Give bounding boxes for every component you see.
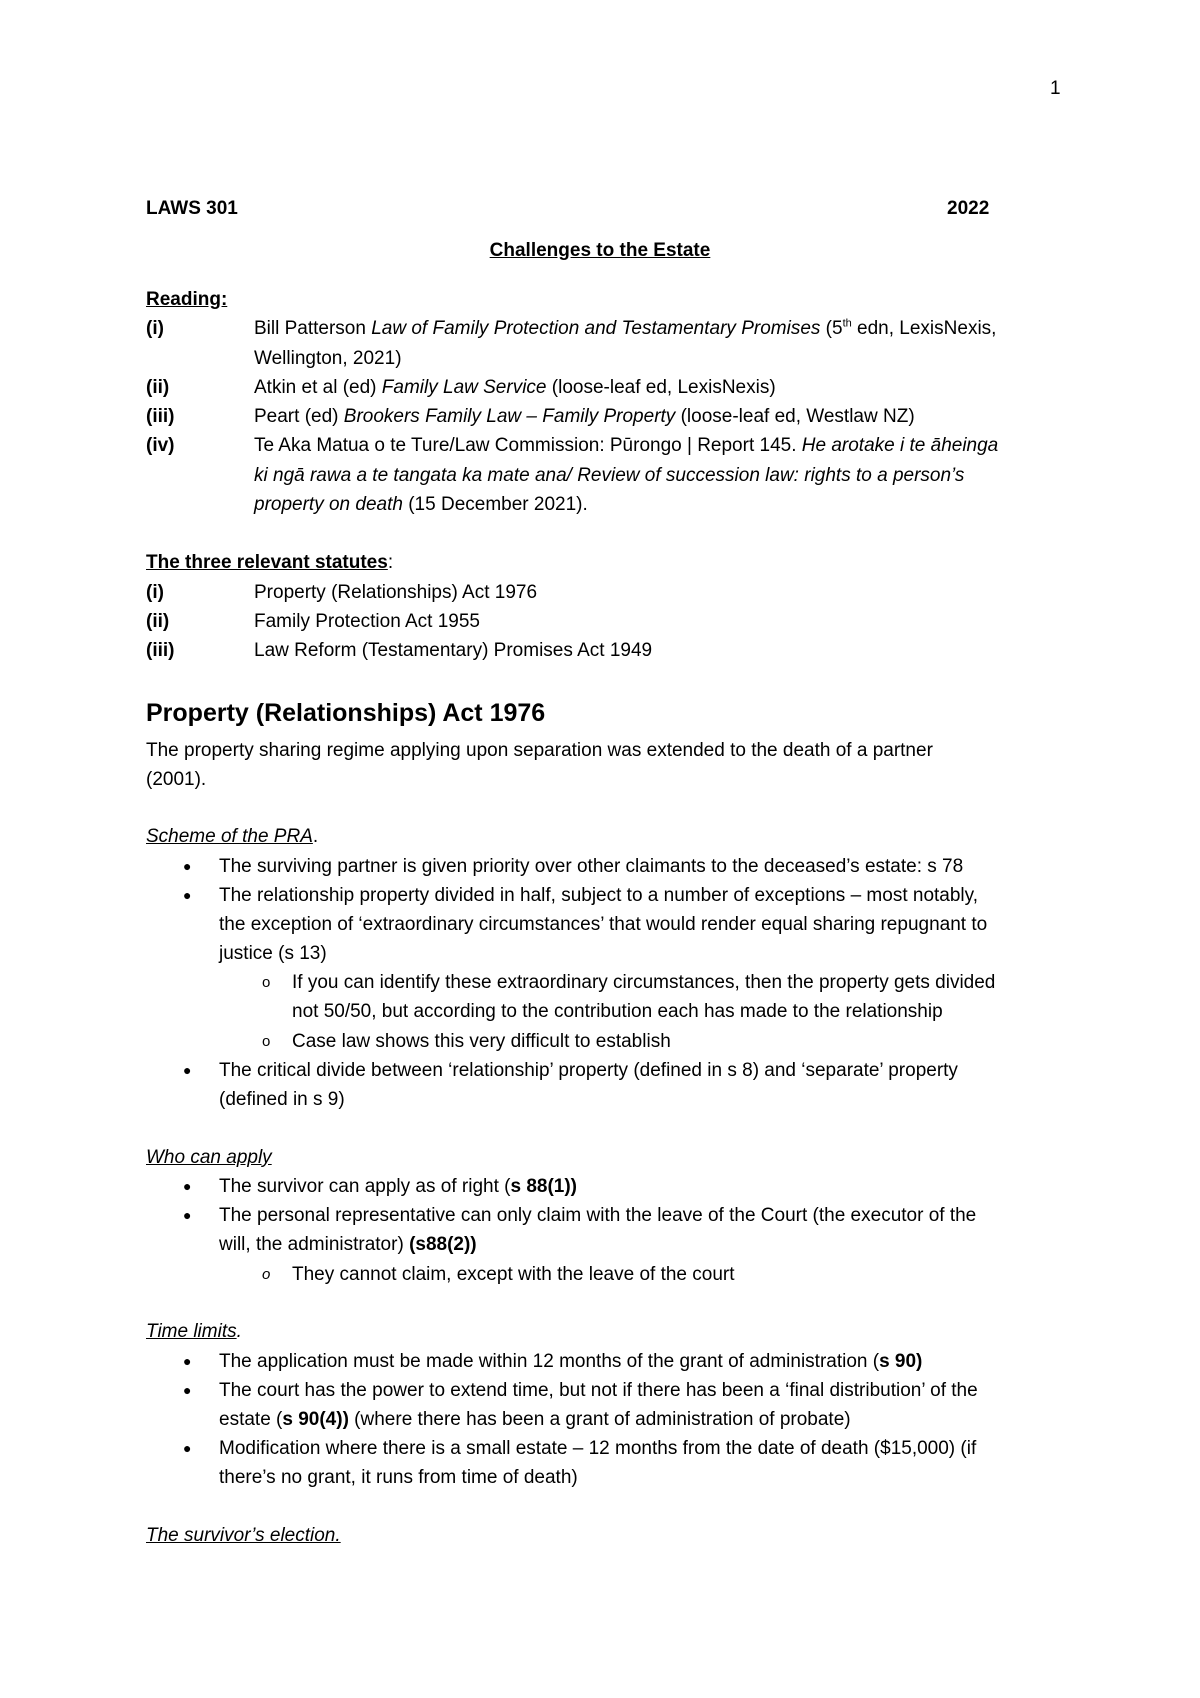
bullet-icon: ● [183,1062,192,1078]
who-heading: Who can apply [146,1147,272,1168]
list-item-text: The survivor can apply as of right (s 88(1)) [219,1176,577,1197]
list-item [0,1176,1200,1200]
reading-item-text: Peart (ed) Brookers Family Law – Family Property (loose-leaf ed, Westlaw NZ) [254,406,915,427]
list-item-text-line3: justice (s 13) [219,943,327,964]
list-item [0,1060,1200,1084]
circle-bullet-icon: o [262,1033,271,1050]
time-heading: Time limits. [146,1321,242,1342]
reading-item [0,377,1200,401]
statute-item [0,582,1200,606]
list-item [0,856,1200,880]
list-item [0,1205,1200,1229]
reading-item-text: Bill Patterson Law of Family Protection and Testamentary Promises (5th edn, LexisNexis, [254,317,997,339]
document-title: Challenges to the Estate [489,240,711,261]
statute-number: (iii) [146,640,175,661]
list-item [0,1351,1200,1375]
statute-text: Property (Relationships) Act 1976 [254,582,538,603]
list-item-text: The surviving partner is given priority over other claimants to the deceased’s estate: s 78 [219,856,964,877]
list-item-text-line2: will, the administrator) (s88(2)) [219,1234,477,1255]
list-item-text-line2: there’s no grant, it runs from time of death) [219,1467,578,1488]
intro-line2: (2001). [146,769,207,790]
bullet-icon: ● [183,887,192,903]
circle-bullet-icon: o [262,974,271,991]
statute-text: Law Reform (Testamentary) Promises Act 1949 [254,640,653,661]
list-item-text: The relationship property divided in half, subject to a number of exceptions – most notably, [219,885,979,906]
bullet-icon: ● [183,1207,192,1223]
statute-item [0,611,1200,635]
sub-list-item [0,1264,1200,1288]
reading-item-text: Te Aka Matua o te Ture/Law Commission: Pūrongo | Report 145. He arotake i te āheinga [254,435,999,456]
page-number: 1 [1050,78,1061,99]
reading-heading: Reading: [146,289,228,310]
section-heading: Property (Relationships) Act 1976 [146,699,546,727]
sub-list-item-text-line2: not 50/50, but according to the contribution each has made to the relationship [292,1001,943,1022]
reading-item [0,435,1200,459]
reading-item-text: Atkin et al (ed) Family Law Service (loose-leaf ed, LexisNexis) [254,377,776,398]
reading-item-number: (iii) [146,406,175,427]
scheme-heading: Scheme of the PRA. [146,826,319,847]
statute-text: Family Protection Act 1955 [254,611,480,632]
list-item [0,1438,1200,1462]
statute-item [0,640,1200,664]
reading-item-number: (ii) [146,377,170,398]
intro-line1: The property sharing regime applying upon separation was extended to the death of a partner [146,740,933,761]
reading-item-text-line2: ki ngā rawa a te tangata ka mate ana/ Review of succession law: rights to a person’s [254,465,965,486]
reading-item-number: (i) [146,318,164,339]
bullet-icon: ● [183,1178,192,1194]
list-item-text: Modification where there is a small estate – 12 months from the date of death ($15,000) (if [219,1438,977,1459]
bullet-icon: ● [183,1353,192,1369]
bullet-icon: ● [183,1440,192,1456]
list-item [0,1380,1200,1404]
reading-item-text-line2: Wellington, 2021) [254,348,402,369]
list-item-text-line2: estate (s 90(4)) (where there has been a grant of administration of probate) [219,1409,851,1430]
year: 2022 [947,198,990,219]
circle-bullet-icon: o [262,1266,271,1283]
statute-number: (ii) [146,611,170,632]
reading-item [0,318,1200,342]
reading-item [0,406,1200,430]
list-item-text-line2: the exception of ‘extraordinary circumstances’ that would render equal sharing repugnant to [219,914,988,935]
sub-list-item [0,1031,1200,1055]
list-item-text: The application must be made within 12 months of the grant of administration (s 90) [219,1351,923,1372]
sub-list-item [0,972,1200,996]
bullet-icon: ● [183,858,192,874]
statutes-heading: The three relevant statutes: [146,552,394,573]
reading-item-number: (iv) [146,435,175,456]
sub-list-item-text: They cannot claim, except with the leave of the court [292,1264,735,1285]
bullet-icon: ● [183,1382,192,1398]
list-item-text: The personal representative can only claim with the leave of the Court (the executor of the [219,1205,977,1226]
list-item-text: The court has the power to extend time, but not if there has been a ‘final distribution’ of the [219,1380,978,1401]
election-heading: The survivor’s election. [146,1525,341,1546]
list-item [0,885,1200,909]
sub-list-item-text: If you can identify these extraordinary circumstances, then the property gets divided [292,972,996,993]
sub-list-item-text: Case law shows this very difficult to establish [292,1031,671,1052]
statute-number: (i) [146,582,164,603]
list-item-text-line2: (defined in s 9) [219,1089,345,1110]
reading-item-text-line3: property on death (15 December 2021). [254,494,588,515]
list-item-text: The critical divide between ‘relationship’ property (defined in s 8) and ‘separate’ property [219,1060,958,1081]
course-code: LAWS 301 [146,198,238,219]
